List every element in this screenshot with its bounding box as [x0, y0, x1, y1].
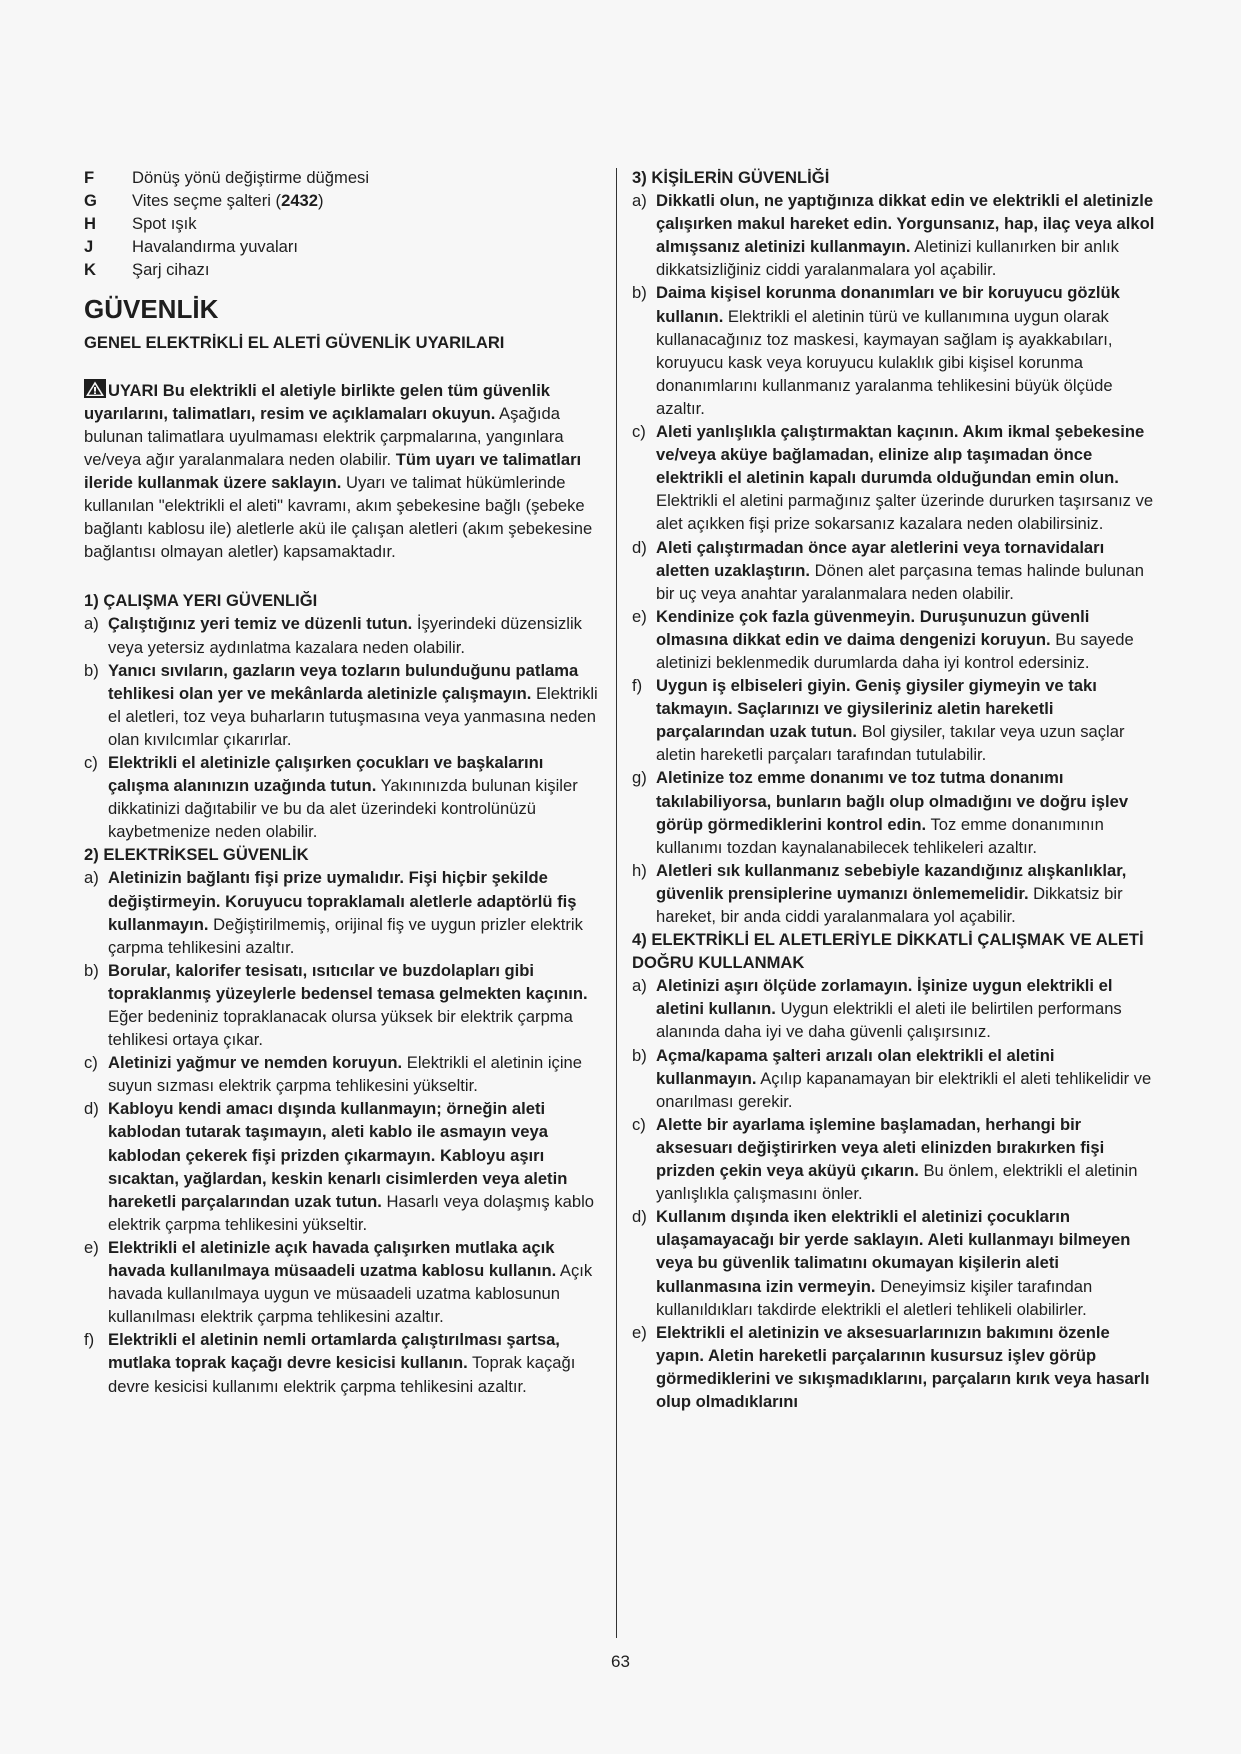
- rule-item: b) Daima kişisel korunma donanımları ve bir koruyucu gözlük kullanın. Elektrikli el aletinin türü ve kullanımına uygun olarak kullanacağınız toz maskesi, kaymayan sağlam iş ayakkabıları, koruyucu kask veya koruyucu kulaklık gibi kişisel korunma donanımlarını kullanmanız yaralanma tehlikesini büyük ölçüde azaltır.: [632, 283, 1120, 418]
- rule-item: h) Aletleri sık kullanmanız sebebiyle kazandığınız alışkanlıklar, güvenlik prensiplerine uymanızı önlememelidir. Dikkatsiz bir hareket, bir anda ciddi yaralanmalara yol açabilir.: [632, 860, 1127, 926]
- section-heading: 3) KİŞİLERİN GÜVENLİĞİ: [632, 168, 830, 187]
- rule-item: f) Elektrikli el aletinin nemli ortamlarda çalıştırılması şartsa, mutlaka toprak kaçağı devre kesicisi kullanın. Toprak kaçağı devre kesicisi kullanımı elektrik çarpma tehlikesini azaltır.: [84, 1330, 576, 1396]
- rule-item: c) Aleti yanlışlıkla çalıştırmaktan kaçının. Akım ikmal şebekesine ve/veya aküye bağlamadan, elinize alıp taşımadan önce elektrikli el aletinin kapalı durumda olduğundan emin olun. Elektrikli el aletini parmağınız şalter üzerinde dururken taşırsanız ve alet açıkken fişi prize sokarsanız kazalara neden olabilirsiniz.: [632, 422, 1154, 534]
- section-subtitle: GENEL ELEKTRİKLİ EL ALETİ GÜVENLİK UYARILARI: [84, 333, 505, 353]
- rule-item: b) Borular, kalorifer tesisatı, ısıtıcılar ve buzdolapları gibi topraklanmış yüzeylerle bedensel temasa gelmekten kaçının. Eğer bedeniniz topraklanacak olursa yüksek bir elektrik çarpma tehlikesi ortaya çıkar.: [84, 960, 588, 1050]
- rule-item: c) Elektrikli el aletinizle çalışırken çocukları ve başkalarını çalışma alanınızın uzağında tutun. Yakınınızda bulunan kişiler dikkatinizi dağıtabilir ve bu da alet üzerindeki kontrolünüzü kaybetmenize neden olabilir.: [84, 752, 578, 842]
- rule-item: c) Aletinizi yağmur ve nemden koruyun. Elektrikli el aletinin içine suyun sızması elektrik çarpma tehlikesini yükseltir.: [84, 1053, 582, 1096]
- component-text: Şarj cihazı: [132, 260, 210, 280]
- component-letter: K: [84, 260, 96, 280]
- component-item: [84, 166, 604, 189]
- warning-paragraph: UYARI Bu elektrikli el aletiyle birlikte gelen tüm güvenlik uyarılarını, talimatları, resim ve açıklamaları okuyun. Aşağıda bulunan talimatlara uyulmaması elektrik çarpmalarına, yangınlara ve/veya ağır yaralanmalara neden olabilir. Tüm uyarı ve talimatları ileride kullanmak üzere saklayın. Uyarı ve talimat hükümlerinde kullanılan "elektrikli el aleti" kavramı, akım şebekesine bağlı (şebeke bağlantı kablosu ile) aletlerle akü ile çalışan aletleri (akım şebekesine bağlantısı olmayan aletler) kapsamaktadır.: [84, 380, 593, 562]
- component-letter: G: [84, 191, 97, 211]
- column-divider: [616, 168, 617, 1638]
- component-text: Dönüş yönü değiştirme düğmesi: [132, 168, 370, 187]
- component-item: [84, 189, 604, 212]
- rule-item: g) Aletinize toz emme donanımı ve toz tutma donanımı takılabiliyorsa, bunların bağlı olup olmadığını ve doğru işlev görüp görmediklerini kontrol edin. Toz emme donanımının kullanımı tozdan kaynalanabilecek tehlikeleri azaltır.: [632, 768, 1129, 857]
- rule-list-work-area: [84, 612, 604, 843]
- component-letter: J: [84, 237, 94, 257]
- component-letter: H: [84, 214, 96, 234]
- page-number: 63: [611, 1652, 630, 1671]
- component-item: [84, 235, 604, 258]
- component-item: [84, 258, 604, 281]
- section-heading: 1) ÇALIŞMA YERI GÜVENLIĞI: [84, 591, 318, 611]
- rule-item: b) Yanıcı sıvıların, gazların veya tozların bulunduğunu patlama tehlikesi olan yer ve mekânlarda aletinizle çalışmayın. Elektrikli el aletleri, toz veya buharların tutuşmasına veya yanmasına neden olan kıvılcımlar çıkarırlar.: [84, 660, 598, 749]
- section-title: GÜVENLİK: [84, 294, 219, 325]
- right-column: [632, 166, 1156, 1413]
- section-heading: 2) ELEKTRİKSEL GÜVENLİK: [84, 845, 309, 865]
- component-text: Havalandırma yuvaları: [132, 237, 299, 257]
- rule-item: a) Aletinizin bağlantı fişi prize uymalıdır. Fişi hiçbir şekilde değiştirmeyin. Koruyucu topraklamalı aletlerle adaptörlü fiş kullanmayın. Değiştirilmemiş, orijinal fiş ve uygun prizler elektrik çarpma tehlikesini azaltır.: [84, 868, 583, 957]
- rule-item: a) Aletinizi aşırı ölçüde zorlamayın. İşinize uygun elektrikli el aletini kullanın. Uygun elektrikli el aleti ile belirtilen performans alanında daha iyi ve daha güvenli çalışırsınız.: [632, 976, 1122, 1042]
- rule-list-tool-use: [632, 974, 1156, 1413]
- model-number: 2432: [281, 191, 319, 211]
- component-text: Vites seçme şalteri (2432): [132, 191, 324, 211]
- rule-item: a) Dikkatli olun, ne yaptığınıza dikkat edin ve elektrikli el aletinizle çalışırken makul hareket edin. Yorgunsanız, hap, ilaç veya alkol almışsanız aletinizi kullanmayın. Aletinizi kullanırken bir anlık dikkatsizliğiniz ciddi yaralanmalara yol açabilir.: [632, 191, 1155, 280]
- section-heading: 4) ELEKTRİKLİ EL ALETLERİYLE DİKKATLİ ÇALIŞMAK VE ALETİ DOĞRU KULLANMAK: [632, 930, 1144, 973]
- rule-item: f) Uygun iş elbiseleri giyin. Geniş giysiler giymeyin ve takı takmayın. Saçlarınızı ve giysileriniz aletin hareketli parçalarından uzak tutun. Bol giysiler, takılar veya uzun saçlar aletin hareketli parçaları tarafından tutulabilir.: [632, 676, 1125, 765]
- rule-list-personal: [632, 189, 1156, 928]
- rule-item: e) Elektrikli el aletinizle açık havada çalışırken mutlaka açık havada kullanılmaya müsaadeli uzatma kablosu kullanın. Açık havada kullanılmaya uygun ve müsaadeli uzatma kablosunun kullanılması elektrik çarpma tehlikesini azaltır.: [84, 1237, 593, 1327]
- component-list: [84, 166, 604, 281]
- warning-triangle-icon: [84, 379, 106, 398]
- rule-item: c) Alette bir ayarlama işlemine başlamadan, herhangi bir aksesuarı değiştirirken veya aleti elinizden bırakırken fişi prizden çekin veya aküyü çıkarın. Bu önlem, elektrikli el aletinin yanlışlıkla çalışmasını önler.: [632, 1114, 1138, 1204]
- rule-item: e) Elektrikli el aletinizin ve aksesuarlarınızın bakımını özenle yapın. Aletin hareketli parçalarının kusursuz işlev görüp görmediklerini ve sıkışmadıklarını, parçaların kırık veya hasarlı olup olmadıklarını: [632, 1322, 1150, 1411]
- rule-item: d) Kabloyu kendi amacı dışında kullanmayın; örneğin aleti kablodan tutarak taşımayın, aleti kablo ile asmayın veya kablodan çekerek fişi prizden çıkarmayın. Kabloyu aşırı sıcaktan, yağlardan, keskin kenarlı cisimlerden veya aletin hareketli parçalarından uzak tutun. Hasarlı veya dolaşmış kablo elektrik çarpma tehlikesini yükseltir.: [84, 1099, 594, 1234]
- left-column: [84, 166, 604, 1398]
- rule-item: e) Kendinize çok fazla güvenmeyin. Duruşunuzun güvenli olmasına dikkat edin ve daima dengenizi koruyun. Bu sayede aletinizi beklenmedik durumlarda daha iyi kontrol edersiniz.: [632, 606, 1134, 672]
- rule-item: d) Aleti çalıştırmadan önce ayar aletlerini veya tornavidaları aletten uzaklaştırın. Dönen alet parçasına temas halinde bulunan bir uç veya anahtar yaralanmalara neden olabilir.: [632, 537, 1144, 603]
- component-text: Spot ışık: [132, 214, 197, 234]
- component-item: [84, 212, 604, 235]
- rule-item: b) Açma/kapama şalteri arızalı olan elektrikli el aletini kullanmayın. Açılıp kapanamayan bir elektrikli el aleti tehlikelidir ve onarılması gerekir.: [632, 1045, 1152, 1111]
- component-letter: F: [84, 168, 95, 187]
- rule-item: d) Kullanım dışında iken elektrikli el aletinizi çocukların ulaşamayacağı bir yerde saklayın. Aleti kullanmayı bilmeyen veya bu güvenlik talimatını okumayan kişilerin aleti kullanmasına izin vermeyin. Deneyimsiz kişiler tarafından kullanıldıkları takdirde elektrikli el aletleri tehlikeli olabilirler.: [632, 1207, 1131, 1319]
- rule-item: a) Çalıştığınız yeri temiz ve düzenli tutun. İşyerindeki düzensizlik veya yetersiz aydınlatma kazalara neden olabilir.: [84, 614, 582, 657]
- rule-list-electrical: [84, 866, 604, 1397]
